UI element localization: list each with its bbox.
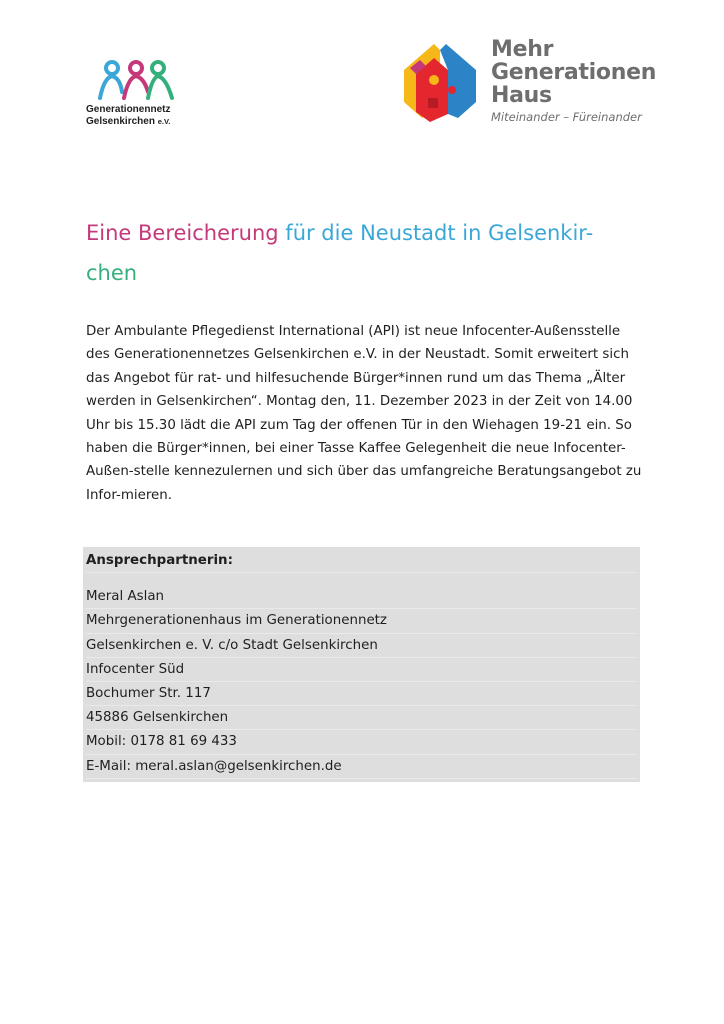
people-group-icon xyxy=(96,58,176,102)
wordmark-line1: Mehr xyxy=(491,37,554,62)
contact-org-line1: Mehrgenerationenhaus im Generationennetz xyxy=(86,609,637,633)
generationennetz-logo xyxy=(86,58,206,138)
contact-spacer xyxy=(86,573,637,585)
contact-email: E-Mail: meral.aslan@gelsenkirchen.de xyxy=(86,755,637,779)
wordmark-line2: Generationen xyxy=(491,60,657,85)
contact-org-line2: Gelsenkirchen e. V. c/o Stadt Gelsenkirchen xyxy=(86,634,637,658)
generationennetz-logo-text xyxy=(86,104,170,128)
contact-box xyxy=(83,547,640,782)
contact-city: 45886 Gelsenkirchen xyxy=(86,706,637,730)
title-part-2: für die Neustadt in Gelsenkir- xyxy=(285,221,594,245)
logo-name-line2: Gelsenkirchen xyxy=(86,116,155,127)
contact-street: Bochumer Str. 117 xyxy=(86,682,637,706)
page-title xyxy=(86,213,646,293)
wordmark-line3: Haus xyxy=(491,83,552,108)
title-part-3: chen xyxy=(86,261,138,285)
mehrgenerationenhaus-logo xyxy=(400,37,657,138)
contact-name: Meral Aslan xyxy=(86,585,637,609)
body-paragraph: Der Ambulante Pflegedienst International (API) ist neue Infocenter-Außensstelle des Generationennetzes Gelsenkirchen e.V. in der Neustadt. Somit erweitert sich das Angebot für rat- und hilfesuchende Bürger*innen rund um das Thema „Älter werden in Gelsenkirchen“. Montag den, 11. Dezember 2023 in der Zeit von 14.00 Uhr bis 15.30 lädt die API zum Tag der offenen Tür in den Wiehagen 19-21 ein. So haben die Bürger*innen, bei einer Tasse Kaffee Gelegenheit die neue Infocenter-Außen-stelle kennezulernen und sich über das umfangreiche Beratungsangebot zu Infor-mieren. xyxy=(86,324,642,503)
logo-name-line1: Generationennetz xyxy=(86,104,171,115)
contact-mobile: Mobil: 0178 81 69 433 xyxy=(86,730,637,754)
mehrgenerationenhaus-wordmark xyxy=(491,38,656,107)
title-part-1: Eine Bereicherung xyxy=(86,221,286,245)
contact-title: Ansprechpartnerin: xyxy=(86,549,637,573)
contact-office: Infocenter Süd xyxy=(86,658,637,682)
house-puzzle-icon xyxy=(400,40,480,122)
logo-suffix: e.V. xyxy=(157,117,171,126)
wordmark-tagline: Miteinander – Füreinander xyxy=(491,110,642,124)
